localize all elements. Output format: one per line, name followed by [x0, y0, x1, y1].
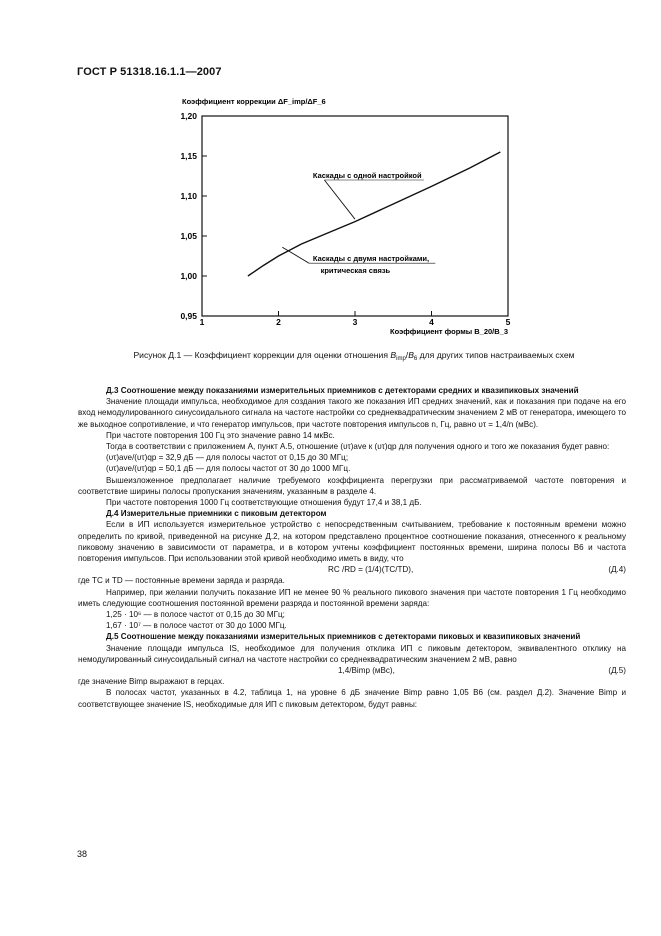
y-tick-label: 1,05: [180, 231, 197, 241]
y-tick-label: 1,10: [180, 191, 197, 201]
caption-bimp: B: [390, 350, 397, 360]
figure-caption: [84, 350, 624, 362]
caption-suffix: для других типов настраиваемых схем: [417, 350, 575, 360]
page-number: 38: [77, 849, 88, 859]
section-d5-title: Д.5 Соотношение между показаниями измерительных приемников с детекторами пиковых и квазипиковых значений: [106, 632, 581, 642]
section-d3-title: Д.3 Соотношение между показаниями измерительных приемников с детекторами средних и квазипиковых значений: [106, 386, 579, 395]
x-tick-label: 4: [429, 317, 434, 327]
document-header: ГОСТ Р 51318.16.1.1—2007: [77, 66, 222, 78]
caption-imp-sub: imp: [396, 356, 406, 362]
caption-prefix: Рисунок Д.1 — Коэффициент коррекции для оценки отношения: [133, 350, 391, 360]
d3-paragraph-5: При частоте повторения 1000 Гц соответствующие отношения будут 17,4 и 38,1 дБ.: [106, 498, 422, 508]
caption-six-sub: 6: [413, 356, 418, 362]
annotation-leader-double: [282, 247, 309, 263]
equation-d5-formula: 1,4/Bimp (мВс),: [338, 666, 395, 676]
d3-paragraph-3: Тогда в соответствии с приложением А, пункт А.5, отношение (υτ)ave к (υτ)qp для получения одного и того же показания будет равно:: [106, 442, 610, 452]
section-d4-title: Д.4 Измерительные приемники с пиковым детектором: [106, 509, 327, 519]
plot-frame: [202, 116, 508, 316]
x-tick-label: 5: [505, 317, 511, 327]
y-axis-label: Коэффициент коррекции ΔF_imp/ΔF_6: [182, 97, 326, 106]
equation-d5-number: (Д.5): [608, 666, 626, 676]
document-body: [78, 385, 626, 710]
y-tick-label: 1,20: [180, 111, 197, 121]
annotation-single-tuned: Каскады с одной настройкой: [312, 171, 422, 180]
d4-where: где TC и TD — постоянные времени заряда и разряда.: [78, 576, 285, 586]
d4-value-2: 1,67 · 10⁷ — в полосе частот от 30 до 1000 МГц.: [106, 621, 287, 631]
x-tick-label: 2: [276, 317, 281, 327]
equation-d4-number: (Д.4): [608, 565, 626, 575]
chart-plot-group: [180, 97, 510, 336]
caption-slash: /: [405, 350, 409, 360]
caption-b6: B: [408, 350, 414, 360]
x-tick-label: 1: [199, 317, 205, 327]
equation-d4-formula: RC /RD = (1/4)(TC/TD),: [328, 565, 414, 575]
d3-formula-1: (υτ)ave/(υτ)qp = 32,9 дБ — для полосы частот от 0,15 до 30 МГц;: [106, 453, 349, 463]
d4-value-1: 1,25 · 10⁶ — в полосе частот от 0,15 до 30 МГц;: [106, 610, 285, 620]
d3-paragraph-4: Вышеизложенное предполагает наличие требуемого коэффициента перегрузки при рассматриваемой частоте повторения и соответствие ширины полосы пропускания значениям, указанным в разделе 4.: [78, 475, 626, 496]
d5-paragraph-1: Значение площади импульса IS, необходимое для получения отклика ИП с пиковым детектором, эквивалентного отклику на немодулированный синусоидальный сигнал на частоте настройки со среднеквадратическим значением 2 мВ, равно: [78, 643, 626, 664]
x-tick-label: 3: [352, 317, 358, 327]
d3-paragraph-2: При частоте повторения 100 Гц это значение равно 14 мкВс.: [106, 430, 335, 440]
d5-paragraph-2: В полосах частот, указанных в 4.2, таблица 1, на уровне 6 дБ значение Bimp равно 1,05 B6 (см. раздел Д.2). Значение Bimp и соответствующее значение IS, необходимые для ИП с пиковым детектором, будут равны:: [78, 688, 626, 709]
annotation-double-tuned-2: критическая связь: [320, 266, 391, 276]
annotation-double-tuned-1: Каскады с двумя настройками,: [312, 254, 430, 264]
equation-d4: [78, 564, 626, 575]
d4-paragraph-1: Если в ИП используется измерительное устройство с непосредственным считыванием, требование к постоянным времени можно определить по кривой, приведенной на рисунке Д.2, на котором представлено процентное соотношение показания, отнесенного к реальному пиковому значению в зависимости от параметра, и в котором учтены коэффициент постоянных времени, ширина полосы B6 и частота повторения импульсов. При использовании этой кривой необходимо иметь в виду, что: [78, 520, 626, 564]
y-tick-label: 1,15: [180, 151, 197, 161]
x-axis-label: Коэффициент формы B_20/B_3: [390, 327, 508, 336]
d3-formula-2: (υτ)ave/(υτ)qp = 50,1 дБ — для полосы частот от 30 до 1000 МГц.: [106, 464, 351, 474]
d4-paragraph-2: Например, при желании получить показание ИП не менее 90 % реального пикового значения при частоте повторения 1 Гц необходимо иметь следующие соотношения постоянной времени разряда и постоянной времени заряда:: [78, 587, 626, 608]
y-tick-label: 1,00: [180, 271, 197, 281]
d3-paragraph-1: Значение площади импульса, необходимое для создания такого же показания ИП средних значений, как и показания при подаче на его вход немодулированного синусоидального сигнала на частоте настройки со среднеквадратическим значением 2 мВ от генератора, имеющего то же выходное сопротивление, и что генератор импульсов, при частоте повторения импульсов n, Гц, равно υτ = 1,4/n (мВс).: [78, 397, 626, 429]
y-tick-label: 0,95: [180, 311, 197, 321]
correction-factor-chart: [170, 88, 530, 348]
d5-where: где значение Bimp выражают в герцах.: [78, 677, 225, 687]
equation-d5: [78, 665, 626, 676]
annotation-leader-single: [324, 180, 355, 219]
